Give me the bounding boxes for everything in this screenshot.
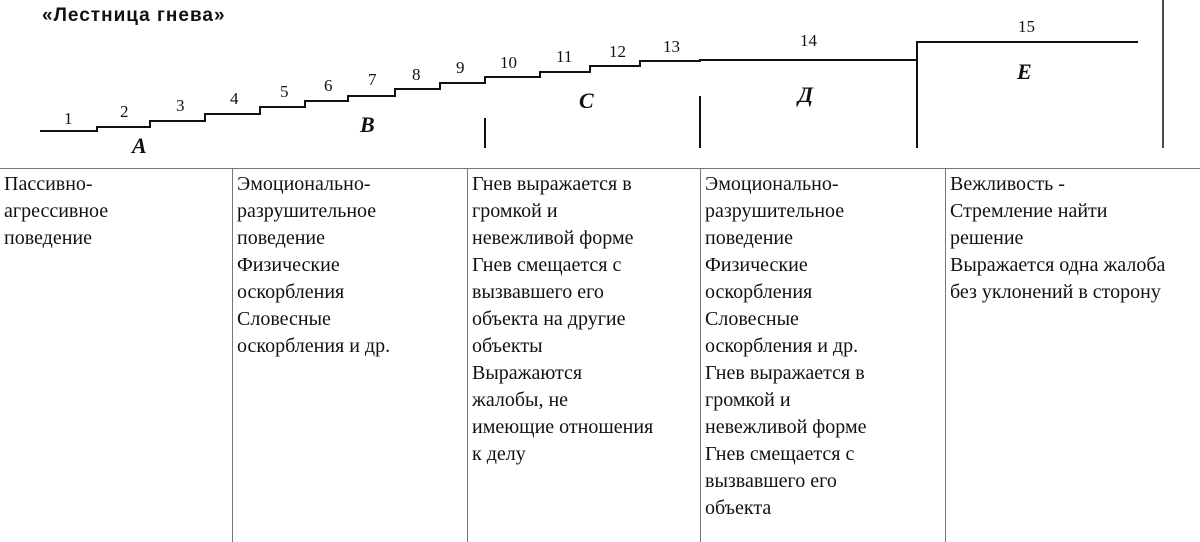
step-number: 4 bbox=[230, 89, 239, 108]
step-number: 10 bbox=[500, 53, 517, 72]
zone-letter: B bbox=[360, 112, 375, 137]
staircase-line bbox=[40, 42, 1138, 131]
step-number: 14 bbox=[800, 31, 817, 50]
zone-letter: Д bbox=[798, 82, 814, 107]
zone-letter: C bbox=[579, 88, 594, 113]
step-number: 6 bbox=[324, 76, 333, 95]
stage-column-c: Гнев выражается в громкой и невежливой форме Гнев смещается с вызвавшего его объекта на другие объекты Выражаются жалобы, не имеющие отношения к делу bbox=[468, 169, 701, 542]
step-number: 8 bbox=[412, 65, 421, 84]
stage-column-e: Вежливость - Стремление найти решение Выражается одна жалоба без уклонений в сторону bbox=[946, 169, 1200, 542]
zone-letter: A bbox=[132, 133, 147, 158]
step-number: 1 bbox=[64, 109, 73, 128]
anger-ladder-diagram bbox=[0, 0, 1200, 160]
step-number: 9 bbox=[456, 58, 465, 77]
stage-column-b: Эмоционально- разрушительное поведение Физические оскорбления Словесные оскорбления и др. bbox=[233, 169, 468, 542]
stages-row bbox=[0, 169, 1200, 542]
stage-column-a: Пассивно- агрессивное поведение bbox=[0, 169, 233, 542]
step-number: 7 bbox=[368, 70, 377, 89]
step-number: 5 bbox=[280, 82, 289, 101]
diagram-title: «Лестница гнева» bbox=[42, 5, 226, 26]
zone-letter: E bbox=[1017, 59, 1032, 84]
step-number: 13 bbox=[663, 37, 680, 56]
step-number: 3 bbox=[176, 96, 185, 115]
stage-column-d: Эмоционально- разрушительное поведение Физические оскорбления Словесные оскорбления и др. Гнев выражается в громкой и невежливой форме Гнев смещается с вызвавшего его объекта bbox=[701, 169, 946, 542]
step-number: 11 bbox=[556, 47, 573, 66]
stages-table bbox=[0, 168, 1200, 542]
step-number: 12 bbox=[609, 42, 626, 61]
step-number: 15 bbox=[1018, 17, 1035, 36]
step-number: 2 bbox=[120, 102, 129, 121]
